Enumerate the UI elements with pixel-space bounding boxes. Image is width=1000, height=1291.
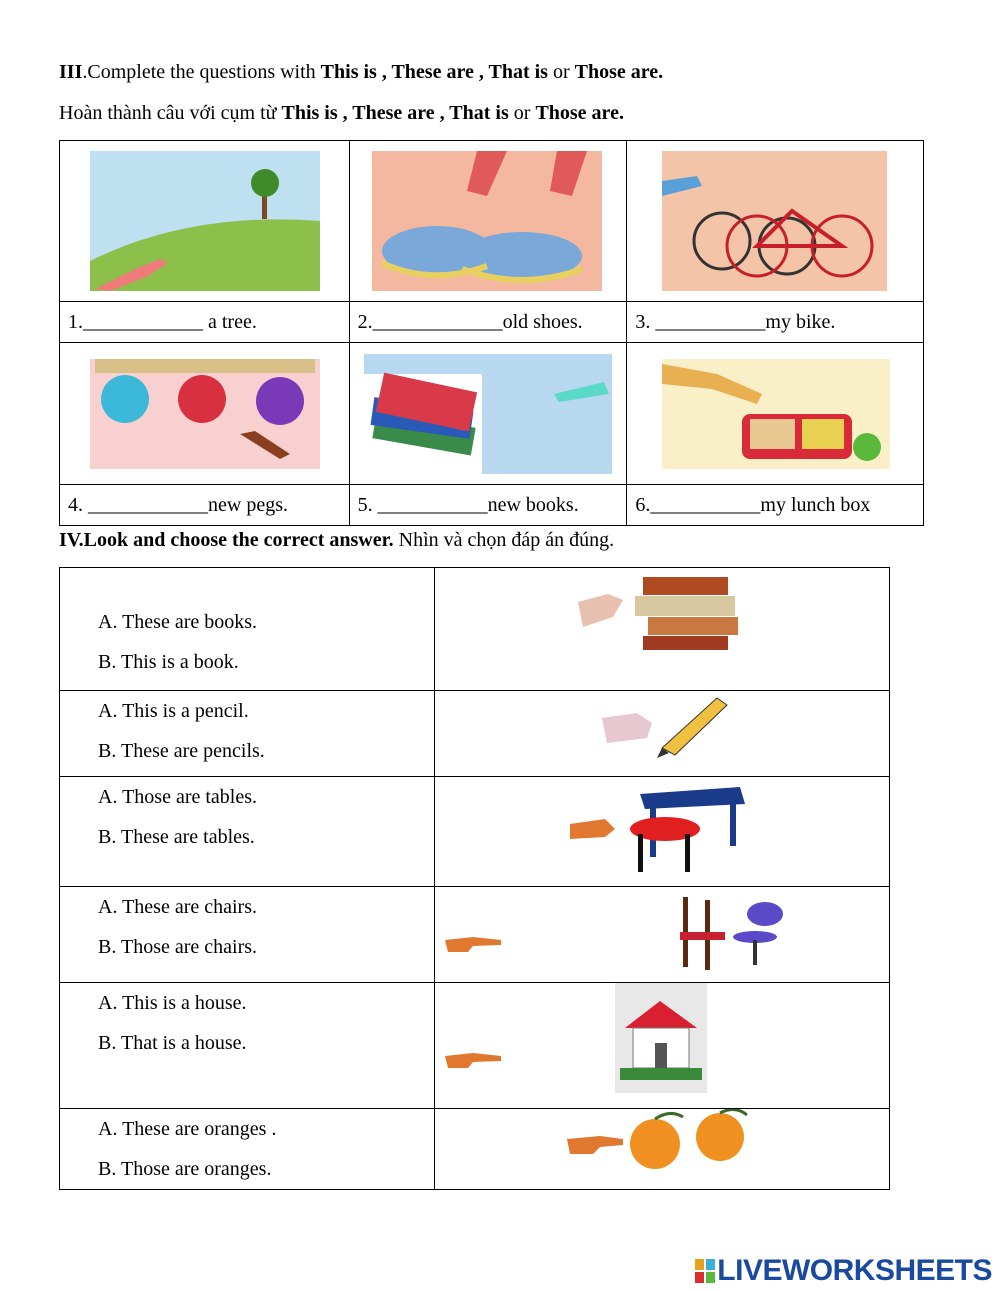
- section3-heading: III.Complete the questions with This is , These are , That is or Those are.: [59, 61, 664, 83]
- section3-vi-heading: [59, 101, 624, 125]
- books-stack-image: [573, 572, 753, 652]
- q5-option-a[interactable]: A. This is a house.: [98, 992, 247, 1014]
- section3-number: III: [59, 61, 83, 83]
- vi-instruction: Hoàn thành câu với cụm từ: [59, 102, 282, 124]
- q5-option-b[interactable]: B. That is a house.: [98, 1032, 247, 1054]
- item-3: 3. ___________my bike.: [627, 302, 924, 343]
- question-6-options: [60, 1109, 435, 1190]
- vi-last-phrase: Those are.: [535, 102, 624, 124]
- last-phrase: Those are.: [574, 61, 664, 83]
- question-2-options: [60, 691, 435, 777]
- vi-or-word: or: [508, 102, 536, 124]
- item-6: 6.___________my lunch box: [627, 485, 924, 526]
- q4-option-a[interactable]: A. These are chairs.: [98, 896, 258, 918]
- q2-option-a[interactable]: A. This is a pencil.: [98, 700, 249, 722]
- item-4: 4. ____________new pegs.: [60, 485, 350, 526]
- section4-heading: [59, 528, 614, 552]
- section4-vi-title: Nhìn và chọn đáp án đúng.: [393, 529, 615, 551]
- chairs-image: [675, 892, 795, 972]
- q6-option-a[interactable]: A. These are oranges .: [98, 1118, 277, 1140]
- question-3-picture: [435, 777, 890, 887]
- shoes-image: [372, 151, 602, 291]
- question-4-picture: [435, 887, 890, 983]
- q1-option-b[interactable]: B. This is a book.: [98, 651, 239, 673]
- vi-phrase-list: This is , These are , That is: [281, 102, 509, 124]
- question-3-options: [60, 777, 435, 887]
- question-1-options: [60, 568, 435, 691]
- question-5-options: [60, 983, 435, 1109]
- lunchbox-picture: [627, 343, 924, 485]
- tree-picture: [60, 141, 350, 302]
- question-5-picture: [435, 983, 890, 1109]
- question-1-picture: [435, 568, 890, 691]
- liveworksheets-logo: [695, 1254, 992, 1288]
- house-image: [615, 983, 707, 1093]
- tree-hill-image: [90, 151, 320, 291]
- pegs-picture: [60, 343, 350, 485]
- books-image: [364, 354, 612, 474]
- brand-text: LIVEWORKSHEETS: [717, 1254, 992, 1287]
- pegs-image: [90, 359, 320, 469]
- q4-option-b[interactable]: B. Those are chairs.: [98, 936, 258, 958]
- pencil-image: [597, 693, 737, 763]
- bike-image: [662, 151, 887, 291]
- bike-picture: [627, 141, 924, 302]
- pointing-hand-icon: [443, 932, 503, 956]
- or-word: or: [547, 61, 575, 83]
- section4-title: IV.Look and choose the correct answer.: [59, 529, 394, 551]
- question-6-picture: [435, 1109, 890, 1190]
- section3-instruction: Complete the questions with: [87, 61, 321, 83]
- shoes-picture: [349, 141, 627, 302]
- item-1: 1.____________ a tree.: [60, 302, 350, 343]
- q2-option-b[interactable]: B. These are pencils.: [98, 740, 265, 762]
- question-4-options: [60, 887, 435, 983]
- tables-image: [570, 779, 750, 874]
- phrase-list: This is , These are , That is: [320, 61, 548, 83]
- section3-table: [59, 140, 924, 526]
- q6-option-b[interactable]: B. Those are oranges.: [98, 1158, 272, 1180]
- brand-icon: [695, 1259, 715, 1283]
- section4-table: [59, 567, 890, 1190]
- item-2: 2._____________old shoes.: [349, 302, 627, 343]
- q3-option-a[interactable]: A. Those are tables.: [98, 786, 258, 808]
- books-picture: [349, 343, 627, 485]
- pointing-hand-icon: [443, 1048, 503, 1072]
- item-5: 5. ___________new books.: [349, 485, 627, 526]
- lunchbox-image: [662, 359, 890, 469]
- oranges-image: [565, 1109, 755, 1174]
- question-2-picture: [435, 691, 890, 777]
- q1-option-a[interactable]: A. These are books.: [98, 611, 258, 633]
- q3-option-b[interactable]: B. These are tables.: [98, 826, 255, 848]
